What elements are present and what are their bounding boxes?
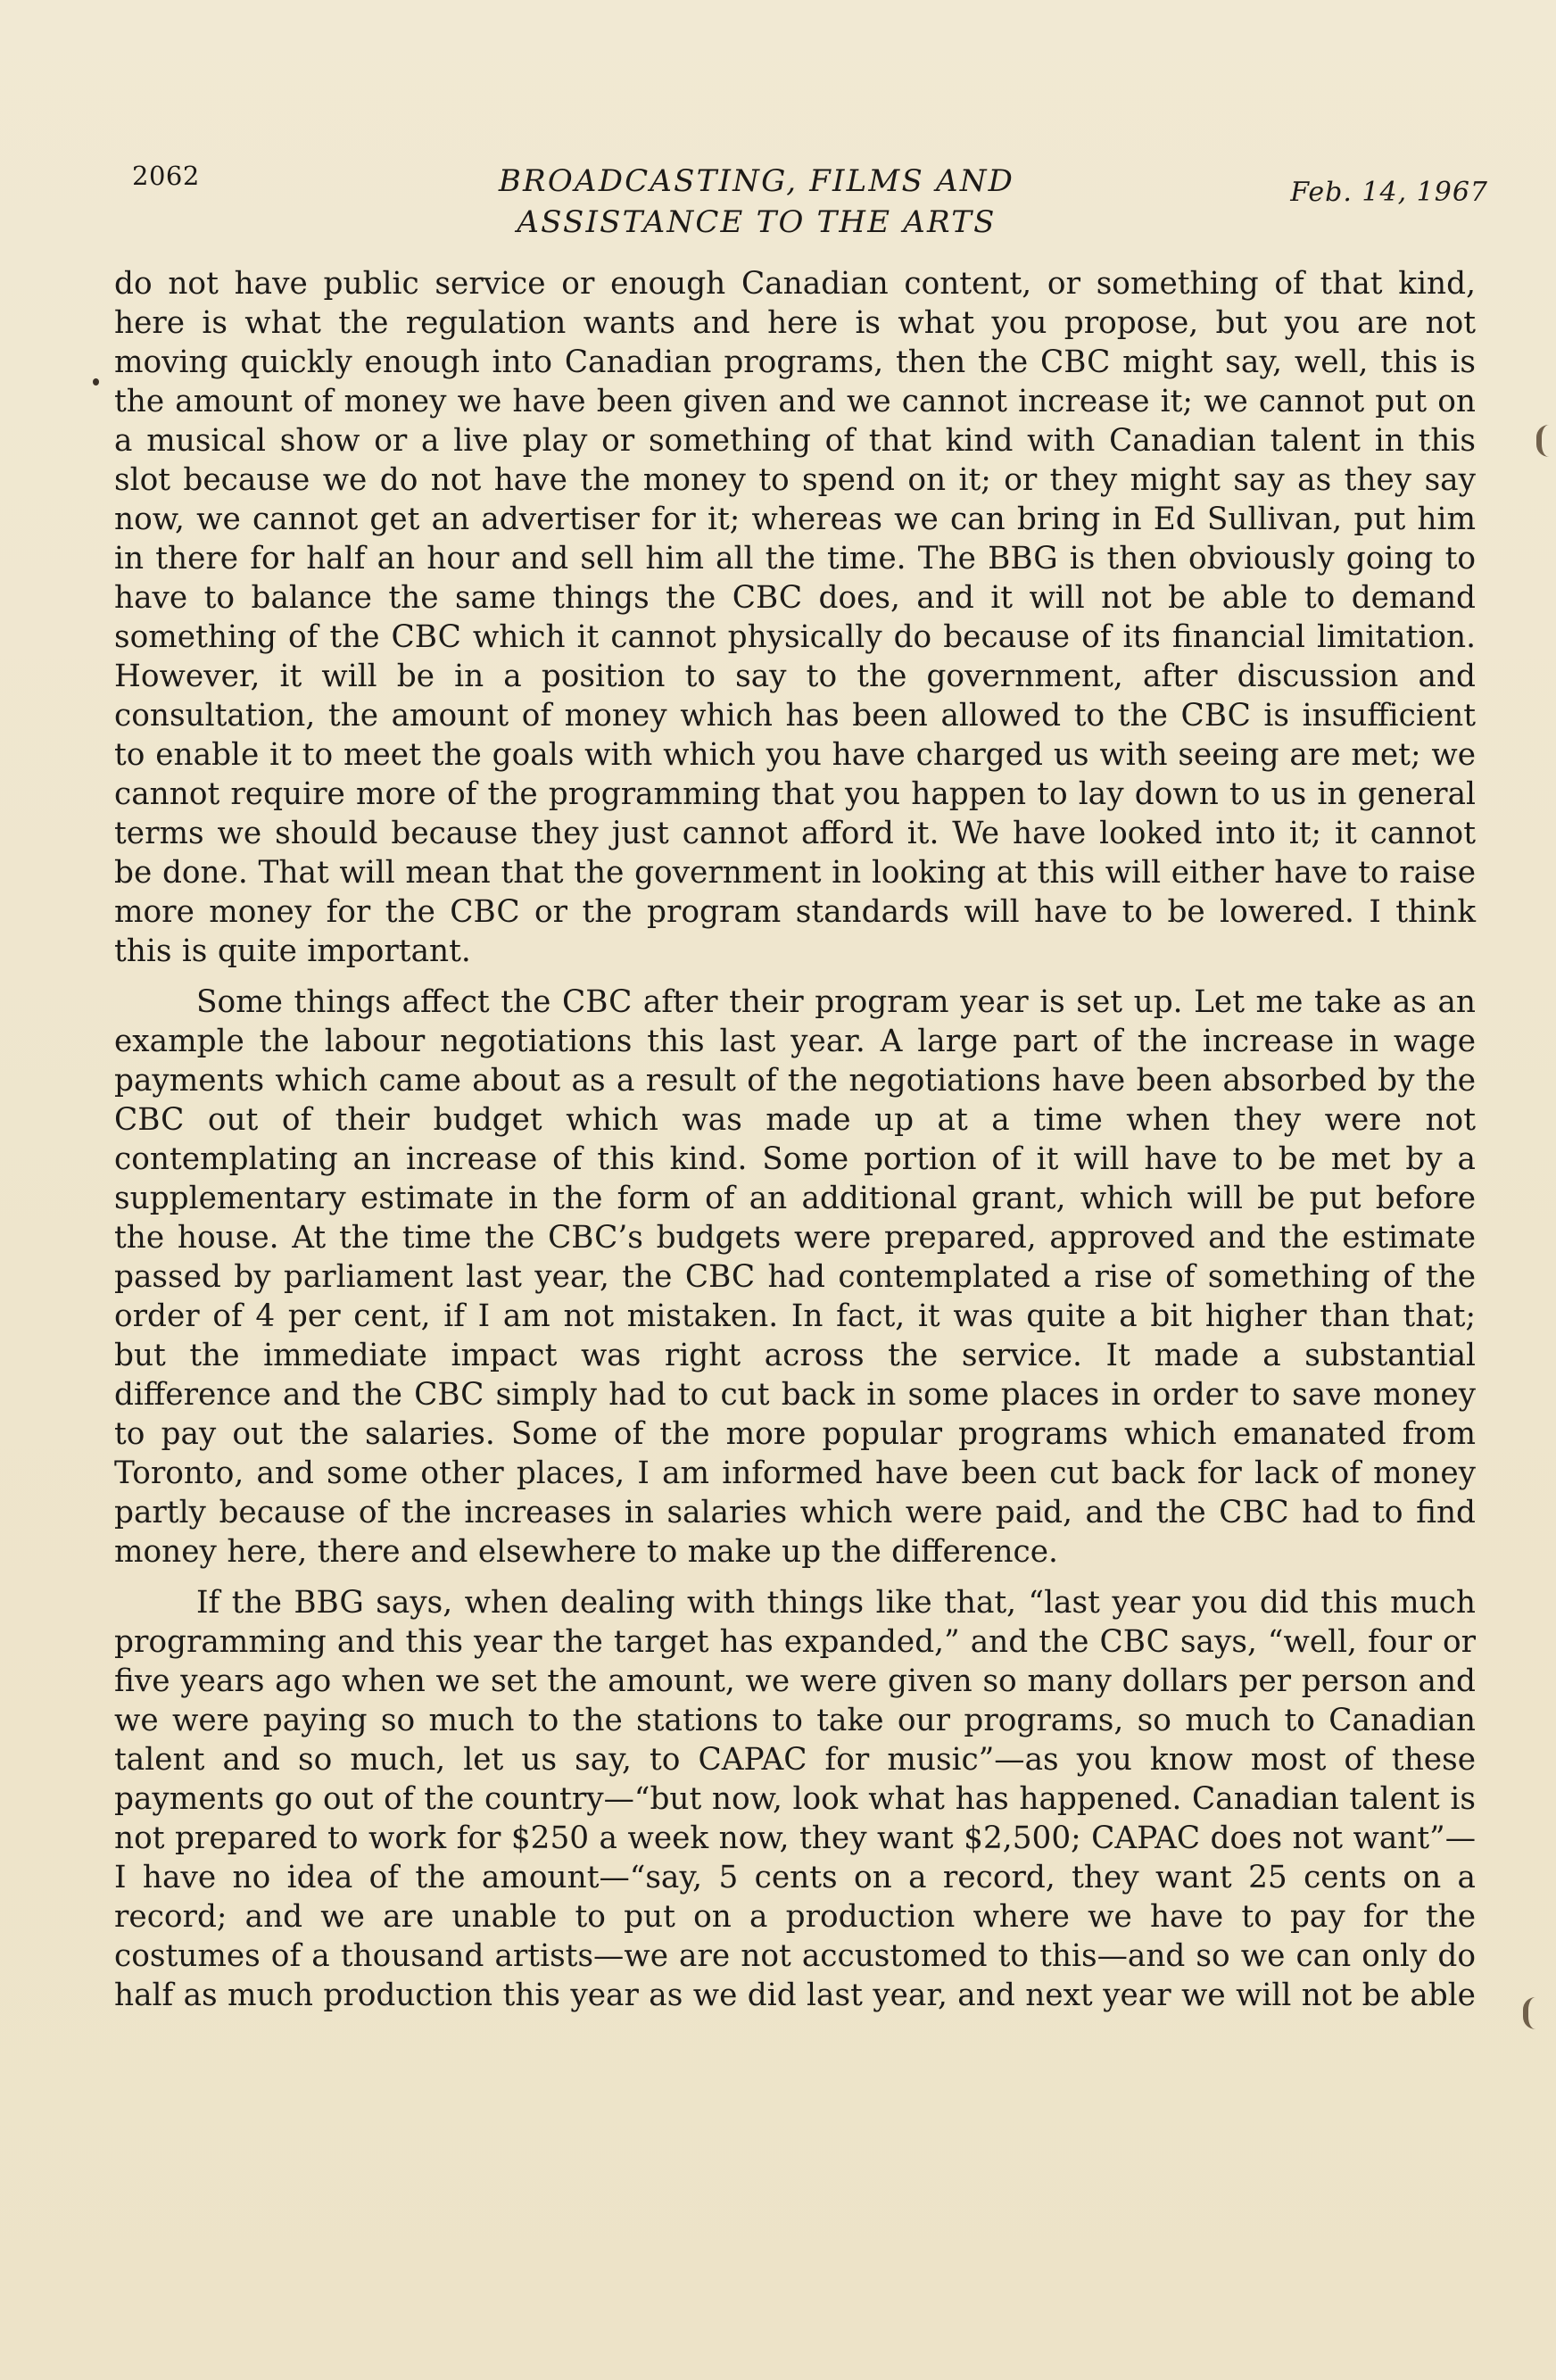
body-text	[114, 264, 1476, 2027]
margin-binding-mark	[1523, 1997, 1541, 2029]
page-header	[132, 157, 1488, 246]
running-title-line-2: ASSISTANCE TO THE ARTS	[517, 204, 997, 240]
margin-ink-dot	[93, 378, 99, 386]
header-date: Feb. 14, 1967	[1290, 177, 1488, 208]
page-number: 2062	[132, 161, 200, 191]
running-title-line-1: BROADCASTING, FILMS AND	[498, 163, 1015, 199]
paragraph: Some things affect the CBC after their program year is set up. Let me take as an example the labour negotiations this last year. A large part of the increase in wage payments which came about as a result of the negotiations have been absorbed by the CBC out of their budget which was made up at a time when they were not contemplating an increase of this kind. Some portion of it will have to be met by a supplementary estimate in the form of an additional grant, which will be put before the house. At the time the CBC’s budgets were prepared, approved and the estimate passed by parliament last year, the CBC had contemplated a rise of something of the order of 4 per cent, if I am not mistaken. In fact, it was quite a bit higher than that; but the immediate impact was right across the service. It made a substantial difference and the CBC simply had to cut back in some places in order to save money to pay out the salaries. Some of the more popular programs which emanated from Toronto, and some other places, I am informed have been cut back for lack of money partly because of the increases in salaries which were paid, and the CBC had to find money here, there and elsewhere to make up the difference.	[114, 984, 1476, 1570]
paragraph: do not have public service or enough Canadian content, or something of that kind, here is what the regulation wants and here is what you propose, but you are not moving quickly enough into Canadian programs, then the CBC might say, well, this is the amount of money we have been given and we cannot increase it; we cannot put on a musical show or a live play or something of that kind with Canadian talent in this slot because we do not have the money to spend on it; or they might say as they say now, we cannot get an advertiser for it; whereas we can bring in Ed Sullivan, put him in there for half an hour and sell him all the time. The BBG is then obviously going to have to balance the same things the CBC does, and it will not be able to demand something of the CBC which it cannot physically do because of its financial limitation. However, it will be in a position to say to the government, after discussion and consultation, the amount of money which has been allowed to the CBC is insufficient to enable it to meet the goals with which you have charged us with seeing are met; we cannot require more of the programming that you happen to lay down to us in general terms we should because they just cannot afford it. We have looked into it; it cannot be done. That will mean that the government in looking at this will either have to raise more money for the CBC or the program standards will have to be lowered. I think this is quite important.	[114, 266, 1476, 969]
paragraph: If the BBG says, when dealing with things like that, “last year you did this much programming and this year the target has expanded,” and the CBC says, “well, four or five years ago when we set the amount, we were given so many dollars per person and we were paying so much to the stations to take our programs, so much to Canadian talent and so much, let us say, to CAPAC for music”—as you know most of these payments go out of the country—“but now, look what has happened. Canadian talent is not prepared to work for $250 a week now, they want $2,500; CAPAC does not want”—I have no idea of the amount—“say, 5 cents on a record, they want 25 cents on a record; and we are unable to put on a production where we have to pay for the costumes of a thousand artists—we are not accustomed to this—and so we can only do half as much production this year as we did last year, and next year we will not be able	[114, 1585, 1476, 2013]
running-title	[453, 161, 1060, 243]
margin-binding-mark	[1536, 425, 1554, 457]
